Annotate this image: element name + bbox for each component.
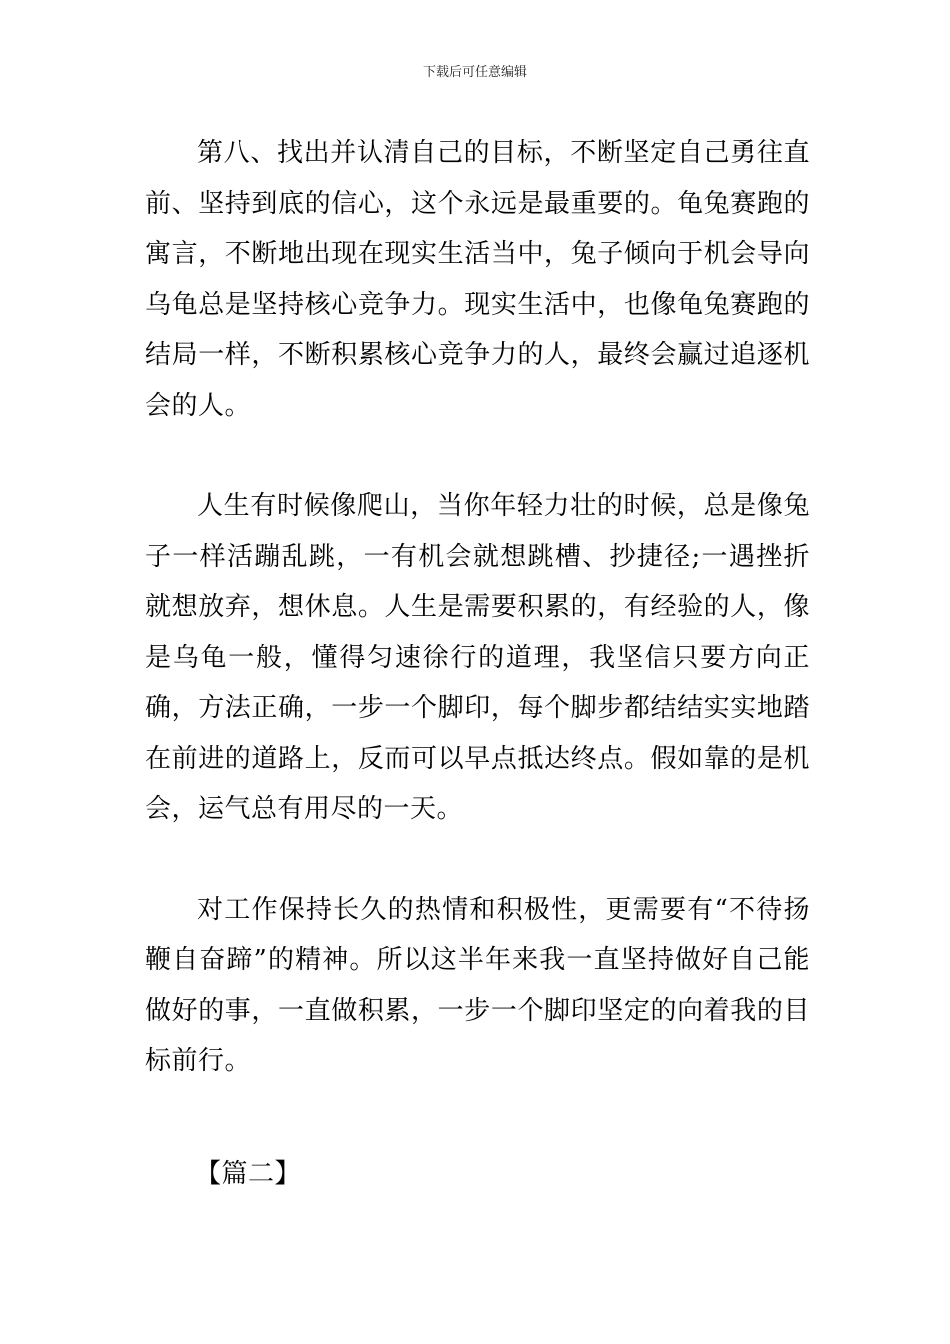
paragraph-3: 对工作保持长久的热情和积极性，更需要有“不待扬鞭自奋蹄”的精神。所以这半年来我一直坚持做好自己能做好的事，一直做积累，一步一个脚印坚定的向着我的目标前行。 — [145, 894, 810, 1076]
paragraph-1: 第八、找出并认清自己的目标，不断坚定自己勇往直前、坚持到底的信心，这个永远是最重要的。龟兔赛跑的寓言，不断地出现在现实生活当中，兔子倾向于机会导向乌龟总是坚持核心竞争力。现实生活中，也像龟兔赛跑的结局一样，不断积累核心竞争力的人，最终会赢过追逐机会的人。 — [145, 138, 810, 421]
paragraph-2: 人生有时候像爬山，当你年轻力壮的时候，总是像兔子一样活蹦乱跳，一有机会就想跳槽、抄捷径;一遇挫折就想放弃，想休息。人生是需要积累的，有经验的人，像是乌龟一般，懂得匀速徐行的道理，我坚信只要方向正确，方法正确，一步一个脚印，每个脚步都结结实实地踏在前进的道路上，反而可以早点抵达终点。假如靠的是机会，运气总有用尽的一天。 — [145, 491, 810, 824]
document-body — [145, 128, 810, 1199]
section-heading: 【篇二】 — [195, 1158, 302, 1189]
page-header: 下载后可任意编辑 — [422, 65, 527, 80]
